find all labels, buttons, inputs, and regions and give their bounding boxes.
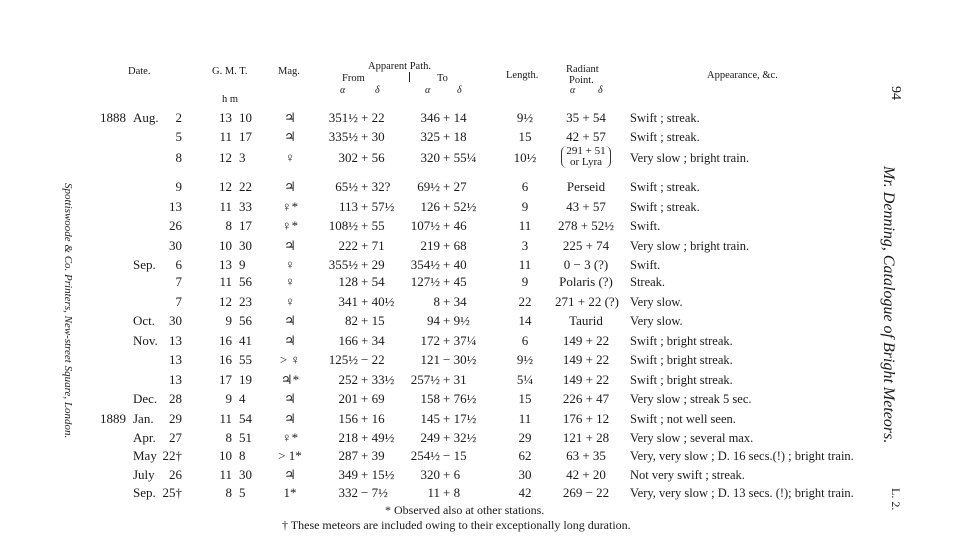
cell-h: 13 bbox=[219, 110, 232, 125]
cell-len: 15 bbox=[518, 129, 532, 144]
cell-ta: 254½ bbox=[410, 448, 440, 463]
cell-ta: 145 bbox=[420, 411, 440, 426]
cell-mag: ♃ bbox=[284, 179, 296, 194]
cell-ta: 126 bbox=[420, 199, 440, 214]
cell-td: + 52½ bbox=[443, 199, 477, 214]
cell-len: 9 bbox=[521, 199, 529, 214]
cell-td: + 27 bbox=[443, 179, 467, 194]
cell-td: + 34 bbox=[443, 294, 467, 309]
cell-m: 54 bbox=[239, 411, 252, 426]
cell-rad: 149 + 22 bbox=[562, 333, 610, 348]
cell-mag: 1* bbox=[283, 485, 297, 500]
cell-fa: 166 bbox=[338, 333, 358, 348]
cell-rad: 42 + 20 bbox=[566, 467, 606, 482]
cell-rad: 149 + 22 bbox=[562, 352, 610, 367]
cell-day: 26 bbox=[169, 467, 182, 482]
header-length: Length. bbox=[506, 70, 539, 81]
cell-td: + 14 bbox=[443, 110, 467, 125]
header-gmt: G. M. T. bbox=[212, 66, 248, 77]
cell-len: 6 bbox=[521, 333, 529, 348]
cell-rad: 42 + 57 bbox=[566, 129, 606, 144]
cell-m: 4 bbox=[239, 391, 246, 406]
cell-mag: ♀ bbox=[285, 294, 295, 309]
header-divider bbox=[409, 72, 410, 82]
cell-mag: ♀ bbox=[285, 257, 295, 272]
cell-app: Swift ; not well seen. bbox=[630, 412, 736, 426]
cell-rad: Polaris (?) bbox=[559, 274, 613, 289]
cell-month: Dec. bbox=[133, 391, 158, 406]
cell-day: 30 bbox=[169, 238, 182, 253]
cell-fd: + 34 bbox=[361, 333, 385, 348]
cell-ta: 320 bbox=[420, 150, 440, 165]
cell-td: + 45 bbox=[443, 274, 467, 289]
cell-fa: 302 bbox=[338, 150, 358, 165]
cell-day: 22† bbox=[162, 448, 182, 463]
cell-month: Sep. bbox=[133, 485, 156, 500]
cell-len: 6 bbox=[521, 179, 529, 194]
cell-fd: + 57½ bbox=[361, 199, 395, 214]
cell-fa: 355½ bbox=[328, 257, 358, 272]
cell-ta: 320 bbox=[420, 467, 440, 482]
cell-td: + 76½ bbox=[443, 391, 477, 406]
cell-len: 9½ bbox=[516, 110, 534, 125]
cell-len: 29 bbox=[518, 430, 532, 445]
cell-fd: + 54 bbox=[361, 274, 385, 289]
cell-fa: 65½ bbox=[335, 179, 358, 194]
cell-mag: ♃ bbox=[284, 391, 296, 406]
cell-day: 7 bbox=[175, 274, 182, 289]
cell-fd: + 39 bbox=[361, 448, 385, 463]
cell-h: 8 bbox=[225, 430, 232, 445]
cell-app: Very, very slow ; D. 13 secs. (!); bright train. bbox=[630, 486, 854, 500]
cell-mag: ♀* bbox=[281, 199, 299, 214]
cell-m: 17 bbox=[239, 218, 252, 233]
cell-h: 8 bbox=[225, 218, 232, 233]
cell-day: 8 bbox=[175, 150, 182, 165]
cell-day: 6 bbox=[175, 257, 182, 272]
footnote-star: * Observed also at other stations. bbox=[385, 503, 545, 517]
cell-rad: 269 − 22 bbox=[562, 485, 610, 500]
cell-m: 10 bbox=[239, 110, 252, 125]
cell-app: Swift ; bright streak. bbox=[630, 353, 733, 367]
cell-day: 30 bbox=[169, 313, 182, 328]
cell-app: Swift ; bright streak. bbox=[630, 373, 733, 387]
cell-fd: + 69 bbox=[361, 391, 385, 406]
cell-day: 25† bbox=[162, 485, 182, 500]
cell-m: 55 bbox=[239, 352, 252, 367]
cell-mag: ♀* bbox=[281, 218, 299, 233]
cell-app: Very slow. bbox=[630, 314, 683, 328]
cell-mag: ♃ bbox=[284, 238, 296, 253]
cell-fd: + 33½ bbox=[361, 372, 395, 387]
cell-td: + 6 bbox=[443, 467, 461, 482]
cell-fa: 125½ bbox=[328, 352, 358, 367]
cell-td: − 15 bbox=[443, 448, 467, 463]
cell-fa: 82 bbox=[345, 313, 358, 328]
cell-fd: + 30 bbox=[361, 129, 385, 144]
cell-m: 17 bbox=[239, 129, 252, 144]
cell-rad: 226 + 47 bbox=[562, 391, 610, 406]
cell-ta: 219 bbox=[420, 238, 440, 253]
cell-rad: 35 + 54 bbox=[566, 110, 606, 125]
cell-h: 12 bbox=[219, 150, 232, 165]
cell-h: 11 bbox=[219, 411, 232, 426]
cell-ta: 172 bbox=[420, 333, 440, 348]
cell-td: + 32½ bbox=[443, 430, 477, 445]
cell-ta: 69½ bbox=[417, 179, 440, 194]
cell-mag: ♃ bbox=[284, 411, 296, 426]
cell-rad: 176 + 12 bbox=[562, 411, 610, 426]
running-title: Mr. Denning, Catalogue of Bright Meteors. bbox=[880, 166, 897, 444]
cell-td: + 40 bbox=[443, 257, 467, 272]
header-gmt-units: h m bbox=[222, 94, 239, 105]
cell-app: Swift ; bright streak. bbox=[630, 334, 733, 348]
cell-fa: 341 bbox=[338, 294, 358, 309]
cell-td: + 68 bbox=[443, 238, 467, 253]
cell-td: + 18 bbox=[443, 129, 467, 144]
cell-m: 19 bbox=[239, 372, 252, 387]
cell-fd: + 22 bbox=[361, 110, 385, 125]
cell-rad: 278 + 52½ bbox=[557, 218, 615, 233]
cell-day: 28 bbox=[169, 391, 182, 406]
cell-day: 5 bbox=[175, 129, 182, 144]
cell-mag: ♃ bbox=[284, 129, 296, 144]
cell-m: 22 bbox=[239, 179, 252, 194]
cell-fd: + 49½ bbox=[361, 430, 395, 445]
cell-rad: 63 + 35 bbox=[566, 448, 606, 463]
cell-ta: 249 bbox=[420, 430, 440, 445]
cell-mag: > 1* bbox=[278, 448, 302, 463]
cell-fa: 332 bbox=[338, 485, 358, 500]
cell-year: 1889 bbox=[100, 411, 126, 426]
signature-mark: L. 2. bbox=[889, 488, 903, 511]
cell-len: 11 bbox=[518, 411, 532, 426]
cell-ta: 127½ bbox=[410, 274, 440, 289]
cell-year: 1888 bbox=[100, 110, 126, 125]
cell-len: 11 bbox=[518, 257, 532, 272]
cell-len: 3 bbox=[521, 238, 529, 253]
cell-month: Aug. bbox=[133, 110, 159, 125]
cell-rad: 43 + 57 bbox=[566, 199, 606, 214]
cell-len: 14 bbox=[518, 313, 532, 328]
cell-mag: ♀* bbox=[281, 430, 299, 445]
cell-td: + 17½ bbox=[443, 411, 477, 426]
cell-fd: + 32? bbox=[361, 179, 391, 194]
cell-month: May bbox=[133, 448, 157, 463]
radiant-brace bbox=[561, 146, 610, 168]
cell-fa: 222 bbox=[338, 238, 358, 253]
header-mag: Mag. bbox=[278, 66, 300, 77]
cell-day: 13 bbox=[169, 372, 182, 387]
header-from-alpha: α bbox=[340, 85, 346, 96]
cell-mag: ♀ bbox=[285, 150, 295, 165]
header-apparent-path: Apparent Path. bbox=[368, 61, 431, 72]
cell-mag: ♃* bbox=[280, 372, 300, 387]
cell-mag: > ♀ bbox=[279, 352, 301, 367]
cell-fa: 128 bbox=[338, 274, 358, 289]
header-radiant-delta: δ bbox=[598, 85, 603, 96]
radiant-line: 291 + 51 bbox=[566, 145, 606, 157]
cell-m: 9 bbox=[239, 257, 246, 272]
cell-h: 12 bbox=[219, 179, 232, 194]
cell-fa: 335½ bbox=[328, 129, 358, 144]
cell-mag: ♃ bbox=[284, 313, 296, 328]
cell-len: 5¼ bbox=[516, 372, 534, 387]
cell-app: Swift. bbox=[630, 219, 661, 233]
footnote-dagger: † These meteors are included owing to their exceptionally long duration. bbox=[282, 518, 631, 532]
cell-td: + 9½ bbox=[443, 313, 470, 328]
cell-fd: + 15½ bbox=[361, 467, 395, 482]
cell-td: + 8 bbox=[443, 485, 461, 500]
cell-h: 9 bbox=[225, 391, 232, 406]
printer-imprint: Spottiswoode & Co. Printers, New-street Square, London. bbox=[62, 183, 74, 439]
cell-app: Very, very slow ; D. 16 secs.(!) ; bright train. bbox=[630, 449, 854, 463]
cell-h: 12 bbox=[219, 294, 232, 309]
cell-m: 30 bbox=[239, 467, 252, 482]
cell-month: Sep. bbox=[133, 257, 156, 272]
cell-fa: 156 bbox=[338, 411, 358, 426]
page-number: 94 bbox=[888, 86, 903, 100]
cell-h: 11 bbox=[219, 274, 232, 289]
cell-rad: 0 − 3 (?) bbox=[563, 257, 609, 272]
cell-month: Nov. bbox=[133, 333, 158, 348]
cell-fa: 201 bbox=[338, 391, 358, 406]
cell-ta: 8 bbox=[433, 294, 440, 309]
cell-ta: 354½ bbox=[410, 257, 440, 272]
header-to-alpha: α bbox=[425, 85, 431, 96]
cell-mag: ♀ bbox=[285, 274, 295, 289]
cell-fa: 349 bbox=[338, 467, 358, 482]
cell-h: 16 bbox=[219, 333, 232, 348]
cell-m: 30 bbox=[239, 238, 252, 253]
cell-rad: Perseid bbox=[566, 179, 606, 194]
cell-m: 3 bbox=[239, 150, 246, 165]
cell-rad: 121 + 28 bbox=[562, 430, 610, 445]
cell-fa: 351½ bbox=[328, 110, 358, 125]
cell-h: 11 bbox=[219, 199, 232, 214]
header-to: To bbox=[437, 73, 448, 84]
cell-h: 11 bbox=[219, 129, 232, 144]
radiant-line: or Lyra bbox=[569, 156, 603, 168]
cell-app: Very slow ; streak 5 sec. bbox=[630, 392, 752, 406]
cell-fa: 218 bbox=[338, 430, 358, 445]
cell-ta: 121 bbox=[420, 352, 440, 367]
header-date: Date. bbox=[128, 66, 151, 77]
cell-td: + 55¼ bbox=[443, 150, 477, 165]
cell-fd: + 40½ bbox=[361, 294, 395, 309]
cell-app: Not very swift ; streak. bbox=[630, 468, 745, 482]
header-appearance: Appearance, &c. bbox=[707, 70, 778, 81]
cell-day: 27 bbox=[169, 430, 182, 445]
cell-app: Very slow. bbox=[630, 295, 683, 309]
cell-m: 56 bbox=[239, 313, 252, 328]
cell-h: 9 bbox=[225, 313, 232, 328]
cell-rad: 225 + 74 bbox=[562, 238, 610, 253]
cell-app: Streak. bbox=[630, 275, 666, 289]
cell-m: 41 bbox=[239, 333, 252, 348]
cell-len: 10½ bbox=[513, 150, 537, 165]
cell-m: 23 bbox=[239, 294, 252, 309]
cell-mag: ♃ bbox=[284, 333, 296, 348]
cell-ta: 107½ bbox=[410, 218, 440, 233]
cell-len: 22 bbox=[518, 294, 532, 309]
header-radiant-alpha: α bbox=[570, 85, 576, 96]
cell-day: 13 bbox=[169, 199, 182, 214]
cell-h: 10 bbox=[219, 238, 232, 253]
cell-mag: ♃ bbox=[284, 110, 296, 125]
cell-app: Swift ; streak. bbox=[630, 130, 700, 144]
cell-day: 29 bbox=[169, 411, 182, 426]
cell-ta: 346 bbox=[420, 110, 440, 125]
cell-rad bbox=[555, 146, 617, 169]
cell-month: Jan. bbox=[133, 411, 154, 426]
cell-day: 13 bbox=[169, 352, 182, 367]
cell-ta: 158 bbox=[420, 391, 440, 406]
cell-len: 15 bbox=[518, 391, 532, 406]
cell-m: 33 bbox=[239, 199, 252, 214]
cell-m: 51 bbox=[239, 430, 252, 445]
cell-fa: 113 bbox=[338, 199, 358, 214]
cell-fd: + 56 bbox=[361, 150, 385, 165]
cell-ta: 11 bbox=[427, 485, 440, 500]
cell-rad: 271 + 22 (?) bbox=[555, 294, 620, 309]
cell-ta: 94 bbox=[427, 313, 440, 328]
header-from-delta: δ bbox=[375, 85, 380, 96]
cell-td: − 30½ bbox=[443, 352, 477, 367]
cell-fd: + 71 bbox=[361, 238, 385, 253]
cell-h: 11 bbox=[219, 467, 232, 482]
cell-h: 8 bbox=[225, 485, 232, 500]
cell-rad: 149 + 22 bbox=[562, 372, 610, 387]
cell-ta: 325 bbox=[420, 129, 440, 144]
cell-mag: ♃ bbox=[284, 467, 296, 482]
cell-len: 42 bbox=[518, 485, 532, 500]
cell-day: 13 bbox=[169, 333, 182, 348]
cell-h: 16 bbox=[219, 352, 232, 367]
cell-ta: 257½ bbox=[410, 372, 440, 387]
header-radiant-point: Point. bbox=[569, 75, 594, 86]
cell-m: 56 bbox=[239, 274, 252, 289]
cell-fa: 252 bbox=[338, 372, 358, 387]
cell-fd: − 22 bbox=[361, 352, 385, 367]
cell-len: 9 bbox=[521, 274, 529, 289]
cell-month: Oct. bbox=[133, 313, 156, 328]
cell-td: + 46 bbox=[443, 218, 467, 233]
cell-fa: 108½ bbox=[328, 218, 358, 233]
cell-fd: + 29 bbox=[361, 257, 385, 272]
cell-rad: Taurid bbox=[569, 313, 603, 328]
cell-day: 26 bbox=[169, 218, 182, 233]
cell-app: Very slow ; several max. bbox=[630, 431, 754, 445]
cell-app: Very slow ; bright train. bbox=[630, 239, 750, 253]
cell-app: Swift. bbox=[630, 258, 661, 272]
cell-day: 7 bbox=[175, 294, 182, 309]
cell-len: 30 bbox=[518, 467, 532, 482]
cell-td: + 31 bbox=[443, 372, 467, 387]
cell-app: Swift ; streak. bbox=[630, 111, 700, 125]
cell-fd: + 15 bbox=[361, 313, 385, 328]
cell-len: 9½ bbox=[516, 352, 534, 367]
cell-app: Swift ; streak. bbox=[630, 180, 700, 194]
cell-h: 17 bbox=[219, 372, 232, 387]
cell-h: 10 bbox=[219, 448, 232, 463]
cell-fa: 287 bbox=[338, 448, 358, 463]
cell-h: 13 bbox=[219, 257, 232, 272]
cell-len: 11 bbox=[518, 218, 532, 233]
cell-len: 62 bbox=[518, 448, 532, 463]
cell-month: Apr. bbox=[133, 430, 156, 445]
cell-app: Swift ; streak. bbox=[630, 200, 700, 214]
cell-m: 8 bbox=[239, 448, 246, 463]
cell-fd: + 55 bbox=[361, 218, 385, 233]
cell-app: Very slow ; bright train. bbox=[630, 151, 750, 165]
header-from: From bbox=[342, 73, 365, 84]
cell-day: 2 bbox=[175, 110, 182, 125]
cell-day: 9 bbox=[175, 179, 182, 194]
cell-fd: − 7½ bbox=[361, 485, 388, 500]
cell-td: + 37¼ bbox=[443, 333, 477, 348]
cell-fd: + 16 bbox=[361, 411, 385, 426]
header-radiant: Radiant bbox=[566, 64, 599, 75]
cell-month: July bbox=[133, 467, 155, 482]
header-to-delta: δ bbox=[457, 85, 462, 96]
cell-m: 5 bbox=[239, 485, 246, 500]
